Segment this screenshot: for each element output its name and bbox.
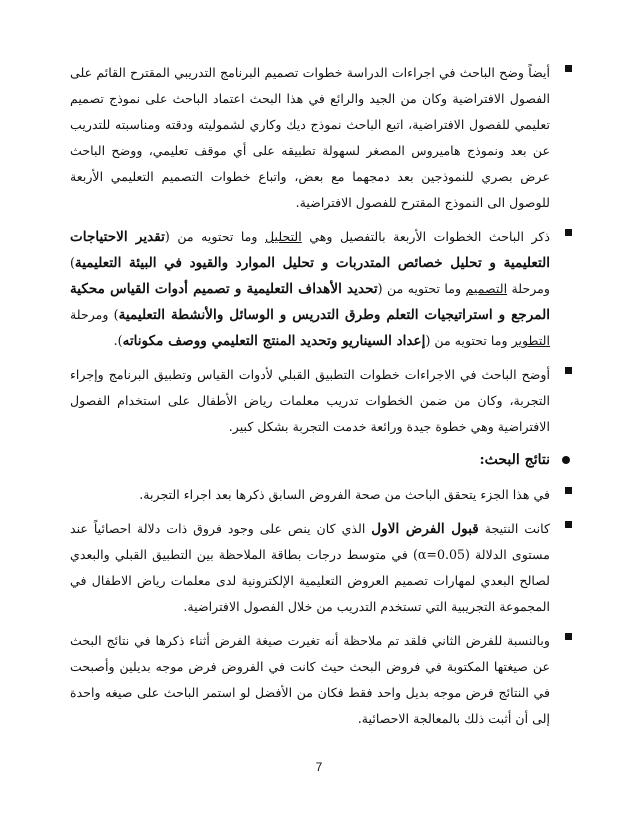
text-run: ) ومرحلة: [70, 255, 551, 296]
text-run: ) ومرحلة: [70, 307, 119, 322]
list-item: [70, 628, 572, 732]
square-bullet-icon: [565, 487, 572, 494]
paragraph-design-steps: أيضاً وضح الباحث في اجراءات الدراسة خطوات تصميم البرنامج التدريبي المقترح القائم على الفصول الافتراضية وكان من الجيد والرائع في هذا البحث اعتماد الباحث على نموذج تصميم تعليمي للفصول الافتراضية، اتبع الباحث نموذج ديك وكاري لشموليته ودقته ومناسبته للتدريب عن بعد ونموذج هاميروس المصغر لسهولة تطبيقه على أي موقف تعليمي، ووضح الباحث عرض بصري للنموذجين بعد دمجهما مع بعض، واتباع خطوات التصميم التعليمي الأربعة للوصول الى النموذج المقترح للفصول الافتراضية.: [70, 65, 550, 210]
underlined-term: التحليل: [265, 229, 302, 244]
list-item: [70, 516, 572, 620]
text-run: وما تحتويه من (: [425, 333, 512, 348]
bold-phrase: تحديد الأهداف التعليمية و تصميم أدوات القياس محكية المرجع و استراتيجيات التعلم وطرق التدريس و الوسائل والأنشطة التعليمية: [70, 281, 550, 323]
list-item: [70, 482, 572, 508]
square-bullet-icon: [565, 65, 572, 72]
paragraph-procedures: أوضح الباحث في الاجراءات خطوات التطبيق القبلي لأدوات القياس وتطبيق البرنامج وإجراء التجربة، وكان من ضمن الخطوات تدريب معلمات رياض الأطفال على استخدام الفصول الافتراضية وهي خطوة جيدة ورائعة خدمت التجربة بشكل كبير.: [70, 367, 550, 434]
paragraph-results-intro: في هذا الجزء يتحقق الباحث من صحة الفروض السابق ذكرها بعد اجراء التجربة.: [139, 487, 550, 502]
heading-text: نتائج البحث:: [479, 452, 550, 468]
square-bullet-icon: [565, 521, 572, 528]
text-run: وما تحتويه من (: [164, 229, 265, 244]
text-run: ).: [113, 333, 123, 348]
list-item: [70, 60, 572, 216]
text-run: وما تحتويه من (: [377, 281, 466, 296]
text-run: ذكر الباحث الخطوات الأربعة بالتفصيل وهي: [301, 229, 550, 244]
page-number: 7: [315, 760, 323, 774]
text-run: كانت النتيجة: [478, 521, 550, 536]
underlined-term: التطوير: [511, 333, 550, 348]
bold-phrase: قبول الفرض الاول: [371, 521, 479, 537]
bold-phrase: تقدير الاحتياجات التعليمية و تحليل خصائص المتدربات و تحليل الموارد والقيود في البيئة التعليمية: [70, 229, 550, 271]
paragraph-four-stages: [70, 224, 550, 354]
list-item: [70, 362, 572, 440]
square-bullet-icon: [565, 633, 572, 640]
list-item: [70, 224, 572, 354]
text-run: الذي كان ينص على وجود فروق ذات دلالة احصائياً عند مستوى الدلالة (α=0.05) في متوسط درجات بطاقة الملاحظة بين التطبيق القبلي والبعدي لصالح البعدي لمهارات تصميم العروض التعليمية الإلكترونية لدى معلمات رياض الاطفال في المجموعة التجريبية التي تستخدم التدريب من خلال الفصول الافتراضية.: [70, 521, 550, 614]
square-bullet-icon: [565, 367, 572, 374]
section-heading: [70, 448, 572, 472]
paragraph-second-hypothesis: وبالنسبة للفرض الثاني فلقد تم ملاحظة أنه تغيرت صيغة الفرض أثناء ذكرها في نتائج البحث عن صيغتها المكتوبة في فروض البحث حيث كانت في الفروض فرض موجه بديلين وأصبحت في النتائج فرض موجه بديل واحد فقط فكان من الأفضل لو استمر الباحث على صيغه واحدة إلى أن أثبت ذلك بالمعالجة الاحصائية.: [70, 633, 550, 726]
underlined-term: التصميم: [465, 281, 508, 296]
paragraph-first-hypothesis: [70, 516, 550, 620]
round-bullet-icon: [562, 456, 570, 464]
bold-phrase: إعداد السيناريو وتحديد المنتج التعليمي ووصف مكوناته: [122, 333, 426, 349]
square-bullet-icon: [565, 229, 572, 236]
